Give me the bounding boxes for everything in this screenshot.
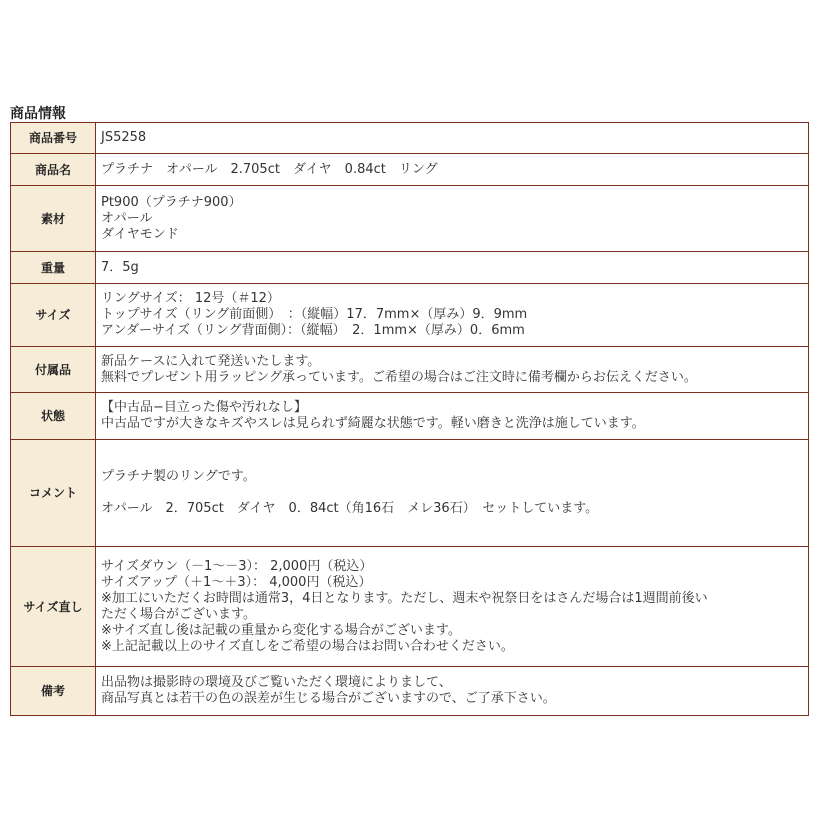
value-line: 新品ケースに入れて発送いたします。 <box>101 353 321 369</box>
value-line: サイズアップ（＋1～＋3）： 4,000円（税込） <box>101 574 372 590</box>
value-line: 【中古品−目立った傷や汚れなし】 <box>101 400 307 415</box>
table-row-weight <box>11 252 809 284</box>
table-row-product-number <box>11 123 809 154</box>
value-line: ※加工にいただくお時間は通常3，4日となります。ただし、週末や祝祭日をはさんだ場合は1週間前後い <box>101 590 708 606</box>
row-value <box>96 284 809 347</box>
row-value <box>96 547 809 667</box>
table-row-notes <box>11 667 809 716</box>
value-line: 出品物は撮影時の環境及びご覧いただく環境によりまして、 <box>101 675 452 690</box>
value-line: 無料でプレゼント用ラッピング承っています。ご希望の場合はご注文時に備考欄からお伝えください。 <box>101 369 697 385</box>
value-line: オパール 2．705ct ダイヤ 0．84ct（角16石 メレ36石） セットしています。 <box>101 501 599 516</box>
row-label: 商品名 <box>11 154 96 186</box>
table-row-comment <box>11 440 809 547</box>
value-line: Pt900（プラチナ900） <box>101 194 242 210</box>
value-line: リングサイズ： 12号（＃12） <box>101 291 280 306</box>
product-info-table <box>10 122 809 716</box>
value-line: ただく場合がございます。 <box>101 606 256 622</box>
value-line: ダイヤモンド <box>101 226 179 242</box>
value-line: JS5258 <box>101 130 147 145</box>
row-value <box>96 347 809 393</box>
row-label: 備考 <box>11 667 96 716</box>
value-line: 7．5g <box>101 259 139 275</box>
value-line: トップサイズ（リング前面側） ：（縦幅）17．7mm×（厚み）9．9mm <box>101 307 528 322</box>
table-row-size <box>11 284 809 347</box>
value-line: 中古品ですが大きなキズやスレは見られず綺麗な状態です。軽い磨きと洗浄は施しています。 <box>101 416 645 431</box>
row-value <box>96 667 809 716</box>
table-row-accessories <box>11 347 809 393</box>
row-label: コメント <box>11 440 96 547</box>
row-value <box>96 440 809 547</box>
value-line: オパール <box>101 210 153 226</box>
value-line: 商品写真とは若干の色の誤差が生じる場合がございますので、ご了承下さい。 <box>101 691 556 706</box>
value-line: プラチナ製のリングです。 <box>101 469 256 484</box>
row-label: 商品番号 <box>11 123 96 154</box>
row-label: 重量 <box>11 252 96 284</box>
value-line: ※サイズ直し後は記載の重量から変化する場合がございます。 <box>101 622 461 638</box>
row-value <box>96 186 809 252</box>
row-value <box>96 123 809 154</box>
spacer <box>101 485 802 501</box>
row-label: 素材 <box>11 186 96 252</box>
row-value <box>96 154 809 186</box>
value-line: ※上記記載以上のサイズ直しをご希望の場合はお問い合わせください。 <box>101 638 514 654</box>
row-label: サイズ <box>11 284 96 347</box>
value-line: サイズダウン（－1～－3）： 2,000円（税込） <box>101 558 373 574</box>
table-row-resizing <box>11 547 809 667</box>
table-row-condition <box>11 393 809 440</box>
value-line: アンダーサイズ（リング背面側）：（縦幅） 2．1mm×（厚み）0．6mm <box>101 323 525 338</box>
row-label: 付属品 <box>11 347 96 393</box>
table-row-material <box>11 186 809 252</box>
row-value <box>96 252 809 284</box>
row-value <box>96 393 809 440</box>
row-label: サイズ直し <box>11 547 96 667</box>
section-title: 商品情報 <box>10 106 66 122</box>
value-line: プラチナ オパール 2.705ct ダイヤ 0.84ct リング <box>101 161 438 177</box>
table-row-product-name <box>11 154 809 186</box>
row-label: 状態 <box>11 393 96 440</box>
